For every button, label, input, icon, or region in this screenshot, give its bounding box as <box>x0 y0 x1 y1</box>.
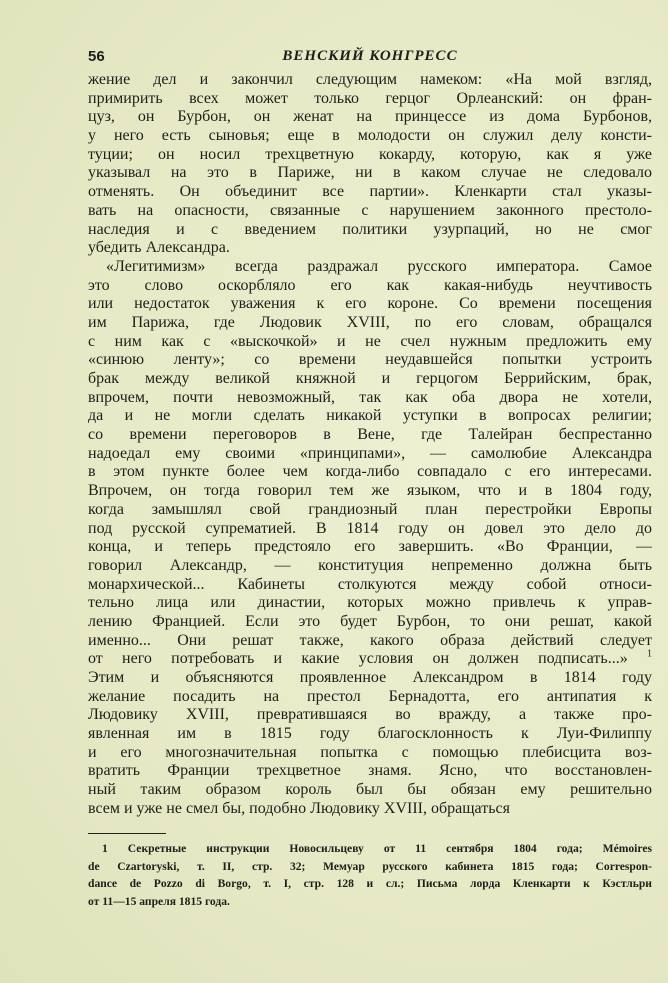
text-line <box>88 613 652 632</box>
footnote-line: от 11—15 апреля 1815 года. <box>88 894 230 908</box>
footnote-line: de Czartoryski, т. II, стр. 32; Мемуар русского кабинета 1815 года; Correspon- <box>88 859 652 873</box>
text-line <box>88 277 652 296</box>
text-line <box>88 370 652 389</box>
text-line <box>88 333 652 352</box>
text-line-content: туции; он носил трехцветную кокарду, которую, как я уже <box>88 145 652 163</box>
text-line <box>88 725 652 744</box>
text-line <box>88 314 652 333</box>
text-line <box>88 594 652 613</box>
footnote-line: 1 Секретные инструкции Новосильцеву от 11 сентября 1804 года; Mémoires <box>102 842 652 855</box>
text-line <box>88 90 652 109</box>
text-line <box>88 706 652 725</box>
text-line <box>88 164 652 183</box>
page-number: 56 <box>88 48 105 65</box>
text-line-content: вать на опасности, связанные с нарушением законного престоло- <box>88 201 652 219</box>
text-line <box>88 146 652 165</box>
running-title: ВЕНСКИЙ КОНГРЕСС <box>282 48 458 64</box>
text-line-content: Впрочем, он тогда говорил тем же языком, что и в 1804 году, <box>88 482 652 500</box>
text-line-content: «синюю ленту»; со времени неудавшейся попытки устроить <box>88 351 652 369</box>
text-line <box>88 407 652 426</box>
text-line <box>88 520 652 539</box>
text-line-content: примирить всех может только герцог Орлеанский: он фран- <box>88 89 652 107</box>
text-line <box>88 258 652 277</box>
footnote-divider <box>88 833 166 834</box>
text-line-content: «Легитимизм» всегда раздражал русского императора. Самое <box>106 257 652 275</box>
text-line-content: желание посадить на престол Бернадотта, его антипатия к <box>88 687 652 705</box>
text-line-content: говорил Александр, — конституция непременно должна быть <box>88 556 652 574</box>
text-line-content: тельно лица или династии, которых можно привлечь к управ- <box>88 594 652 612</box>
text-line <box>88 650 652 669</box>
text-line-content: под русской супрематией. В 1814 году он довел это дело до <box>88 519 652 537</box>
text-line-content: надоедал ему своими «принципами», — самолюбие Александра <box>88 444 652 462</box>
text-line <box>88 463 652 482</box>
text-line-content: у него есть сыновья; еще в молодости он служил делу консти- <box>88 127 652 145</box>
text-line-content: впрочем, почти невозможный, так как оба двора не хотели, <box>88 388 652 406</box>
text-line <box>88 538 652 557</box>
text-line-content: со времени переговоров в Вене, где Талейран беспрестанно <box>88 426 652 444</box>
body-text <box>88 71 652 819</box>
text-line-content: в этом пункте более чем когда-либо совпадало с его интересами. <box>88 463 652 481</box>
footnote-reference: 1 <box>647 648 653 660</box>
text-line-content: всем и уже не смел бы, подобно Людовику XVIII, обращаться <box>88 799 510 817</box>
text-line-content: Этим и объясняются проявленное Александром в 1814 году <box>88 669 652 686</box>
text-line <box>88 426 652 445</box>
text-line-content: указывал на это в Париже, ни в каком случае не следовало <box>88 164 652 182</box>
text-line-content: и его многозначительная попытка с помощью плебисцита воз- <box>88 743 652 761</box>
text-line-content: им Парижа, где Людовик XVIII, по его словам, обращался <box>88 313 652 331</box>
text-line-content: это слово оскорбляло его как какая-нибудь неучтивость <box>88 276 652 294</box>
text-line-content: наследия и с введением политики узурпаций, но не смог <box>88 220 652 238</box>
text-line <box>88 762 652 781</box>
text-line-content: монархической... Кабинеты столкуются между собой относи- <box>88 575 652 593</box>
text-line <box>88 202 652 221</box>
text-line <box>88 445 652 464</box>
text-line <box>88 501 652 520</box>
text-line-content: убедить Александра. <box>88 239 230 257</box>
text-line-content: брак между великой княжной и герцогом Беррийским, брак, <box>88 370 652 387</box>
text-line-content: с ним как с «выскочкой» и не счел нужным предложить ему <box>88 332 652 350</box>
text-line <box>88 71 652 90</box>
text-line-content: явленная им в 1815 году благосклонность к Луи-Филиппу <box>88 725 652 743</box>
text-line-content: от него потребовать и какие условия он должен подписать...» <box>88 650 628 668</box>
text-line <box>88 221 652 240</box>
text-line <box>88 800 652 819</box>
text-line <box>88 632 652 651</box>
text-line-content: цуз, он Бурбон, он женат на принцессе из дома Бурбонов, <box>88 108 652 126</box>
footnotes <box>88 840 652 910</box>
text-line-content: когда замышлял свой грандиозный план перестройки Европы <box>88 500 652 518</box>
footnote-line: dance de Pozzo di Borgo, т. I, стр. 128 и сл.; Письма лорда Кленкарти к Кэстльри <box>88 877 652 890</box>
text-line <box>88 744 652 763</box>
text-line-content: да и не могли сделать никакой уступки в вопросах религии; <box>88 407 652 425</box>
text-line <box>88 557 652 576</box>
text-line <box>88 576 652 595</box>
text-line <box>88 127 652 146</box>
page-header <box>88 48 652 68</box>
text-line <box>88 183 652 202</box>
text-line-content: или недостаток уважения к его короне. Со времени посещения <box>88 295 652 313</box>
text-line <box>88 781 652 800</box>
text-line <box>88 482 652 501</box>
text-line-content: ный таким образом король был бы обязан ему решительно <box>88 781 652 799</box>
text-line <box>88 351 652 370</box>
text-line-content: конца, и теперь предстояло его завершить. «Во Франции, — <box>88 538 652 556</box>
text-line <box>88 295 652 314</box>
text-line <box>88 669 652 688</box>
text-line-content: жение дел и закончил следующим намеком: «На мой взгляд, <box>88 71 652 88</box>
text-line-content: лению Францией. Если это будет Бурбон, то они решат, какой <box>88 612 652 630</box>
text-line-content: Людовику XVIII, превратившаяся во вражду, а также про- <box>88 706 652 724</box>
text-line <box>88 389 652 408</box>
text-line-content: отменять. Он объединит все партии». Кленкарти стал указы- <box>88 183 652 201</box>
text-line-content: именно... Они решат также, какого образа действий следует <box>88 631 652 649</box>
text-line <box>88 108 652 127</box>
text-line <box>88 239 652 258</box>
text-line <box>88 688 652 707</box>
text-line-content: вратить Франции трехцветное знамя. Ясно, что восстановлен- <box>88 762 652 780</box>
